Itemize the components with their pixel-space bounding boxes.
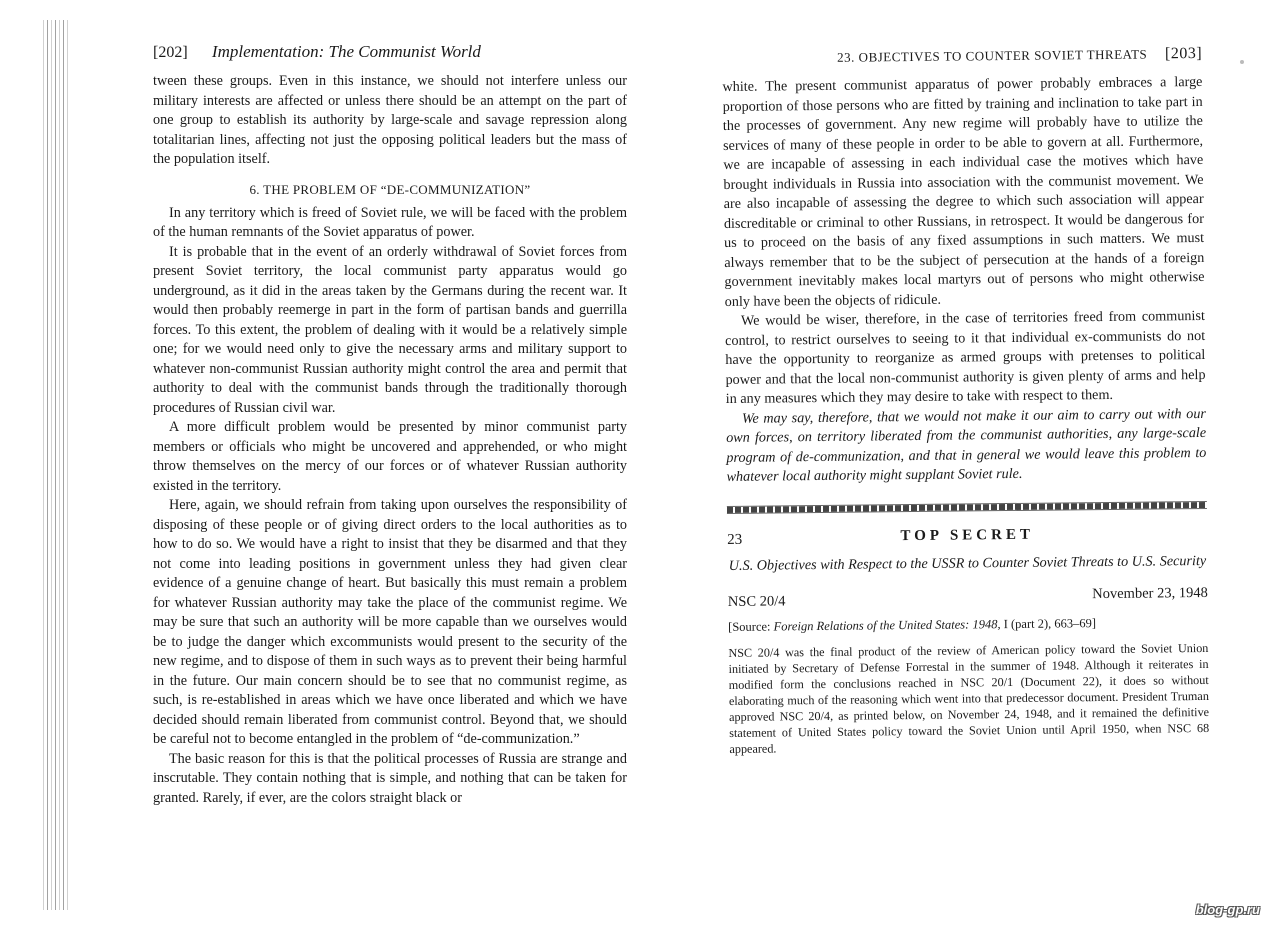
source-title: Foreign Relations of the United States: 1948, bbox=[773, 616, 1001, 633]
section-heading: 6. THE PROBLEM OF “DE-COMMUNIZATION” bbox=[249, 181, 531, 197]
editorial-note: NSC 20/4 was the final product of the review of American policy toward the Soviet Union initiated by Secretary of Defense Forrestal in the summer of 1948. Although it reiterates in modified form the conclusions reached in NSC 20/1 (Document 22), it does so without elaborating much of the reasoning which went into that predecessor document. President Truman approved NSC 20/4, as printed below, on November 24, 1948, and it remained the definitive statement of United States policy toward the Soviet Union until April 1950, when NSC 68 appeared. bbox=[728, 640, 1210, 756]
left-paragraph-4: A more difficult problem would be presented by minor communist party members or officials who might be uncovered and apprehended, or who might throw themselves on the mercy of our forces or of whatever Russian authority existed in the territory. bbox=[153, 419, 627, 494]
left-paragraph-6: The basic reason for this is that the political processes of Russia are strange and inscrutable. They contain nothing that is simple, and nothing that can be taken for granted. Rarely, if ever, are the colors straight black or bbox=[153, 750, 627, 806]
source-details: I (part 2), 663–69] bbox=[1000, 615, 1097, 631]
left-page bbox=[153, 42, 627, 808]
right-paragraph-2: We would be wiser, therefore, in the case of territories freed from communist control, to restrict ourselves to seeing to it that individual ex-communists do not have the opportunity to reorganize as armed groups with pretenses to political power and that the local non-communist authority is given plenty of arms and help in any measures which they may desire to take with respect to them. bbox=[725, 307, 1206, 407]
left-running-title: Implementation: The Communist World bbox=[211, 42, 481, 61]
document-id: NSC 20/4 bbox=[727, 592, 786, 610]
right-page-number: [203] bbox=[1164, 44, 1203, 63]
source-label: [Source: bbox=[728, 618, 774, 634]
document-number: 23 bbox=[727, 531, 743, 548]
ornamental-divider bbox=[727, 500, 1207, 513]
document-date: November 23, 1948 bbox=[1092, 584, 1208, 602]
left-paragraph-3: It is probable that in the event of an orderly withdrawal of Soviet forces from present Soviet territory, the local communist party apparatus would go underground, as it did in the areas taken by the Germans during the recent war. It would then probably reemerge in part in the form of partisan bands and guerrilla forces. To this extent, the problem of dealing with it would be a relatively simple one; for we would need only to give the necessary arms and military support to whatever non-communist Russian authority might control the area and permit that authority to deal with the communist bands through the traditionally thorough procedures of Russian civil war. bbox=[153, 243, 627, 416]
document-header-line bbox=[727, 522, 1207, 553]
scan-speck bbox=[1240, 60, 1244, 64]
left-paragraph-1: tween these groups. Even in this instance, we should not interfere unless our military interests are affected or unless there should be an attempt on the part of one group to establish its authority by large-scale and savage repression along totalitarian lines, affecting not just the opposing political leaders but the mass of the population itself. bbox=[153, 73, 627, 167]
left-page-number: [202] bbox=[153, 44, 188, 61]
document-title: U.S. Objectives with Respect to the USSR to Counter Soviet Threats to U.S. Security bbox=[728, 552, 1207, 574]
right-page bbox=[722, 37, 1209, 756]
source-citation bbox=[728, 614, 1208, 634]
document-id-line bbox=[728, 584, 1208, 613]
left-page-header bbox=[153, 42, 627, 72]
left-paragraph-2: In any territory which is freed of Soviet rule, we will be faced with the problem of the human remnants of the Soviet apparatus of power. bbox=[153, 204, 627, 240]
right-paragraph-3: We may say, therefore, that we would not make it our aim to carry out with our own forces, on territory liberated from the communist authorities, any large-scale program of de-communization, and that in general we would leave this problem to whatever local authority might supplant Soviet rule. bbox=[726, 405, 1207, 485]
classification-label: TOP SECRET bbox=[900, 526, 1035, 544]
right-running-title: 23. OBJECTIVES TO COUNTER SOVIET THREATS bbox=[837, 46, 1148, 65]
right-paragraph-1: white. The present communist apparatus of power probably embraces a large proportion of those persons who are fitted by training and inclination to take part in the processes of government. Any new regime will probably have to utilize the services of many of these people in order to be able to govern at all. Furthermore, we are incapable of assessing in each individual case the motives which have brought individuals in Russia into association with the communist movement. We are also incapable of assessing the degree to which such association will appear discreditable or criminal to other Russians, in retrospect. It would be dangerous for us to proceed on the basis of any fixed assumptions in such matters. We must always remember that to be the subject of persecution at the hands of a foreign government inevitably makes local martyrs out of persons who might otherwise only have been the objects of ridicule. bbox=[722, 73, 1205, 310]
book-spine-gutter bbox=[40, 20, 70, 910]
watermark: blog-gp.ru bbox=[1195, 902, 1260, 917]
left-paragraph-5: Here, again, we should refrain from taking upon ourselves the responsibility of disposing of these people or of giving direct orders to the local authorities as to how to do so. We would have a right to insist that they be disarmed and that they not come into leading positions in government unless they had given clear evidence of a genuine change of heart. But basically this must remain a problem for whatever Russian authority may take the place of the communist regime. We may be sure that such an authority will be more capable than we ourselves would be to judge the danger which excommunists would present to the security of the new regime, and to dispose of them in such ways as to prevent their being harmful in the future. Our main concern should be to see that no communist regime, as such, is re-established in areas which we have once liberated and which we have decided should remain liberated from communist control. Beyond that, we should be careful not to become entangled in the problem of “de-communization.” bbox=[153, 497, 627, 747]
